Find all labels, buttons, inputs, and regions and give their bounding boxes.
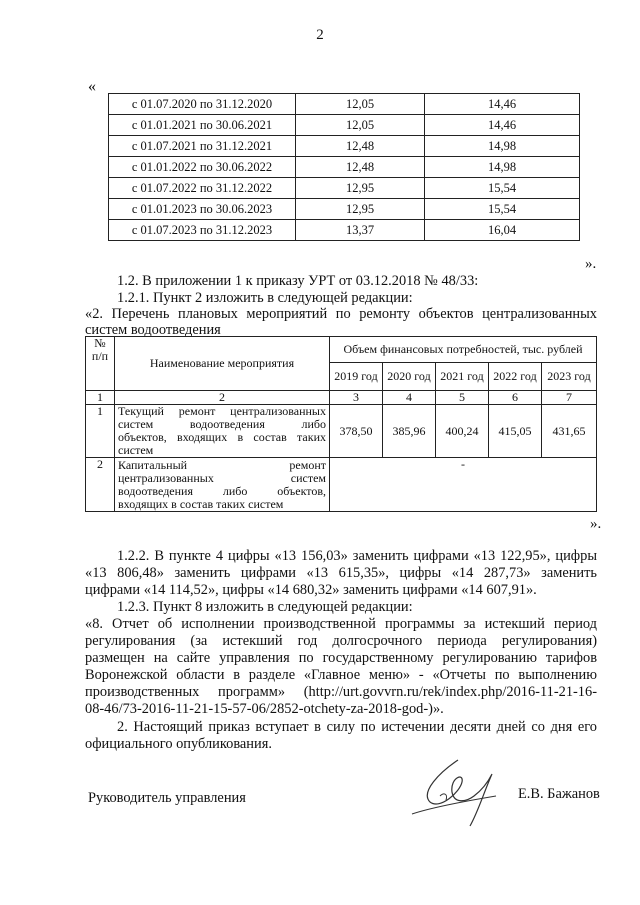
name-line: централизованных систем (118, 470, 326, 485)
rate-cell: 16,04 (425, 220, 580, 241)
name-line: систем водоотведения либо (118, 417, 326, 431)
name-line: Капитальный ремонт (118, 457, 326, 472)
index-cell: 6 (489, 391, 542, 405)
index-cell: 5 (436, 391, 489, 405)
col-num-header: № п/п (86, 337, 115, 391)
name-line: входящих в состав таких систем (118, 496, 284, 511)
col-name-header: Наименование мероприятия (115, 337, 330, 391)
list-title-line-1: «2. Перечень плановых мероприятий по ремонту объектов централизованных (85, 306, 597, 322)
period-cell: с 01.07.2022 по 31.12.2022 (109, 178, 296, 199)
table-row (109, 199, 580, 220)
index-cell: 3 (330, 391, 383, 405)
quote-close-1: ». (585, 256, 597, 272)
rate-cell: 12,48 (296, 157, 425, 178)
rate-cell: 14,98 (425, 136, 580, 157)
row-name (115, 458, 330, 512)
index-cell: 4 (383, 391, 436, 405)
rate-cell: 14,98 (425, 157, 580, 178)
rate-cell: 14,46 (425, 94, 580, 115)
rate-cell: 13,37 (296, 220, 425, 241)
name-line: водоотведения либо объектов, (118, 483, 326, 498)
index-cell: 1 (86, 391, 115, 405)
table-row (109, 115, 580, 136)
para-8 (85, 616, 597, 718)
para-1-2-2 (85, 548, 597, 599)
signature-role: Руководитель управления (88, 790, 246, 806)
year-header: 2023 год (542, 363, 597, 391)
table-row (109, 94, 580, 115)
name-line: объектов, входящих в состав таких (118, 430, 326, 444)
text-line: цифрами «14 114,52», цифры «14 680,32» заменить цифрами «14 607,91». (85, 582, 537, 598)
year-header: 2019 год (330, 363, 383, 391)
year-header: 2021 год (436, 363, 489, 391)
period-cell: с 01.07.2023 по 31.12.2023 (109, 220, 296, 241)
rate-cell: 12,48 (296, 136, 425, 157)
index-cell: 7 (542, 391, 597, 405)
table-row (109, 157, 580, 178)
rate-cell: 12,95 (296, 199, 425, 220)
list-title-line-2: систем водоотведения (85, 322, 221, 338)
text-line: размещен на сайте управления по государственному регулированию тарифов (85, 650, 597, 666)
text-line: «8. Отчет об исполнении производственной программы за истекший период (85, 616, 597, 632)
value-cell: 400,24 (436, 405, 489, 458)
text-line: Воронежской области в разделе «Главное меню» - «Отчеты по выполнению (85, 667, 597, 683)
col-finance-header: Объем финансовых потребностей, тыс. рублей (330, 337, 597, 363)
period-cell: с 01.07.2021 по 31.12.2021 (109, 136, 296, 157)
row-num: 2 (86, 458, 115, 512)
period-cell: с 01.01.2021 по 30.06.2021 (109, 115, 296, 136)
year-header: 2022 год (489, 363, 542, 391)
text-line: официального опубликования. (85, 736, 272, 752)
table-row (109, 220, 580, 241)
handwritten-signature-icon (400, 752, 510, 832)
index-cell: 2 (115, 391, 330, 405)
row-num: 1 (86, 405, 115, 458)
period-cell: с 01.01.2022 по 30.06.2022 (109, 157, 296, 178)
rate-cell: 12,05 (296, 115, 425, 136)
value-cell: 431,65 (542, 405, 597, 458)
rate-cell: 12,95 (296, 178, 425, 199)
rate-cell: 15,54 (425, 178, 580, 199)
value-cell: 385,96 (383, 405, 436, 458)
value-cell: 378,50 (330, 405, 383, 458)
quote-open: « (88, 78, 96, 95)
text-line: 2. Настоящий приказ вступает в силу по истечении десяти дней со дня его (117, 719, 597, 735)
para-1-2-1: 1.2.1. Пункт 2 изложить в следующей редакции: (117, 290, 413, 306)
table-row (109, 178, 580, 199)
quote-close-2: ». (590, 516, 602, 532)
table-row (109, 136, 580, 157)
page-number: 2 (316, 27, 324, 43)
text-line: производственных программ» (http://urt.govvrn.ru/rek/index.php/2016-11-21-16- (85, 684, 597, 700)
value-cell: 415,05 (489, 405, 542, 458)
text-line: 1.2.2. В пункте 4 цифры «13 156,03» заменить цифрами «13 122,95», цифры (117, 548, 597, 564)
rate-cell: 15,54 (425, 199, 580, 220)
text-line: 08-46/73-2016-11-21-15-57-06/2852-otchety-za-2018-god-)». (85, 701, 444, 717)
value-cell-merged: - (330, 458, 597, 512)
para-1-2-3: 1.2.3. Пункт 8 изложить в следующей редакции: (117, 599, 413, 615)
period-cell: с 01.07.2020 по 31.12.2020 (109, 94, 296, 115)
rate-cell: 12,05 (296, 94, 425, 115)
period-cell: с 01.01.2023 по 30.06.2023 (109, 199, 296, 220)
row-name (115, 405, 330, 458)
name-line: Текущий ремонт централизованных (118, 404, 326, 418)
signature-name: Е.В. Бажанов (518, 786, 600, 802)
para-2 (85, 719, 597, 753)
rate-cell: 14,46 (425, 115, 580, 136)
para-1-2: 1.2. В приложении 1 к приказу УРТ от 03.12.2018 № 48/33: (117, 273, 479, 289)
year-header: 2020 год (383, 363, 436, 391)
text-line: регулирования (за истекший год долгосрочного периода регулирования) (85, 633, 597, 649)
measures-table (85, 336, 597, 512)
tariff-table (108, 93, 580, 241)
name-line: систем (118, 443, 154, 457)
text-line: «13 806,48» заменить цифрами «13 615,35», цифры «14 287,73» заменить (85, 565, 597, 581)
